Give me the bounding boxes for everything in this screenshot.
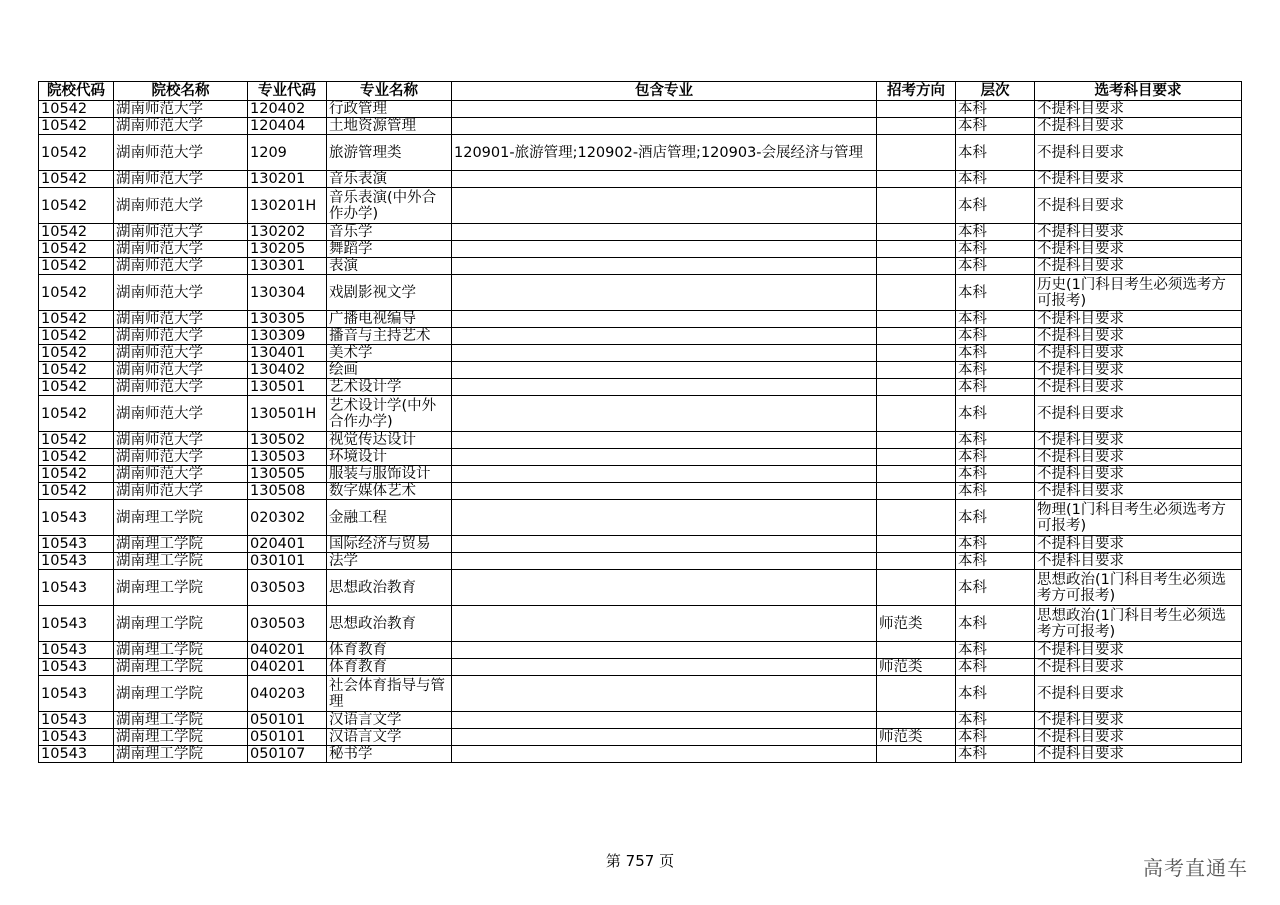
cell-direction bbox=[877, 466, 956, 483]
header-school-name: 院校名称 bbox=[114, 82, 248, 101]
cell-included-majors bbox=[452, 396, 877, 432]
cell-major-name: 音乐表演(中外合作办学) bbox=[327, 188, 452, 224]
cell-level: 本科 bbox=[956, 553, 1035, 570]
table-row bbox=[39, 362, 1242, 379]
cell-level: 本科 bbox=[956, 135, 1035, 171]
cell-subject-requirement: 不提科目要求 bbox=[1035, 642, 1242, 659]
cell-major-code: 130202 bbox=[248, 224, 327, 241]
table-row bbox=[39, 396, 1242, 432]
cell-major-code: 130201 bbox=[248, 171, 327, 188]
cell-level: 本科 bbox=[956, 570, 1035, 606]
cell-major-name: 思想政治教育 bbox=[327, 606, 452, 642]
cell-subject-requirement: 不提科目要求 bbox=[1035, 396, 1242, 432]
cell-major-name: 广播电视编导 bbox=[327, 311, 452, 328]
cell-major-name: 旅游管理类 bbox=[327, 135, 452, 171]
cell-included-majors bbox=[452, 118, 877, 135]
cell-direction: 师范类 bbox=[877, 729, 956, 746]
cell-major-code: 120404 bbox=[248, 118, 327, 135]
cell-school-name: 湖南师范大学 bbox=[114, 275, 248, 311]
cell-subject-requirement: 不提科目要求 bbox=[1035, 536, 1242, 553]
table-row bbox=[39, 712, 1242, 729]
cell-included-majors bbox=[452, 275, 877, 311]
cell-level: 本科 bbox=[956, 483, 1035, 500]
cell-subject-requirement: 不提科目要求 bbox=[1035, 466, 1242, 483]
table-row bbox=[39, 449, 1242, 466]
table-row bbox=[39, 746, 1242, 763]
cell-major-code: 130402 bbox=[248, 362, 327, 379]
cell-school-code: 10542 bbox=[39, 432, 114, 449]
cell-school-code: 10542 bbox=[39, 258, 114, 275]
table-row bbox=[39, 659, 1242, 676]
table-row bbox=[39, 275, 1242, 311]
cell-included-majors bbox=[452, 101, 877, 118]
cell-subject-requirement: 不提科目要求 bbox=[1035, 483, 1242, 500]
table-row bbox=[39, 258, 1242, 275]
cell-major-code: 050101 bbox=[248, 729, 327, 746]
cell-school-name: 湖南理工学院 bbox=[114, 570, 248, 606]
cell-school-name: 湖南师范大学 bbox=[114, 432, 248, 449]
cell-school-code: 10542 bbox=[39, 135, 114, 171]
cell-included-majors bbox=[452, 449, 877, 466]
cell-school-name: 湖南理工学院 bbox=[114, 606, 248, 642]
cell-level: 本科 bbox=[956, 241, 1035, 258]
cell-direction bbox=[877, 118, 956, 135]
header-level: 层次 bbox=[956, 82, 1035, 101]
cell-subject-requirement: 不提科目要求 bbox=[1035, 553, 1242, 570]
cell-school-code: 10543 bbox=[39, 536, 114, 553]
cell-school-code: 10542 bbox=[39, 449, 114, 466]
page-number: 第 757 页 bbox=[605, 852, 675, 870]
table-row bbox=[39, 171, 1242, 188]
cell-school-code: 10542 bbox=[39, 101, 114, 118]
cell-level: 本科 bbox=[956, 449, 1035, 466]
cell-school-name: 湖南理工学院 bbox=[114, 536, 248, 553]
cell-subject-requirement: 不提科目要求 bbox=[1035, 258, 1242, 275]
table-row bbox=[39, 642, 1242, 659]
cell-major-name: 秘书学 bbox=[327, 746, 452, 763]
cell-school-code: 10542 bbox=[39, 188, 114, 224]
cell-level: 本科 bbox=[956, 432, 1035, 449]
cell-major-name: 艺术设计学(中外合作办学) bbox=[327, 396, 452, 432]
cell-major-code: 130502 bbox=[248, 432, 327, 449]
cell-included-majors bbox=[452, 642, 877, 659]
cell-major-name: 绘画 bbox=[327, 362, 452, 379]
cell-major-code: 130205 bbox=[248, 241, 327, 258]
cell-direction bbox=[877, 135, 956, 171]
cell-major-code: 020401 bbox=[248, 536, 327, 553]
cell-school-name: 湖南理工学院 bbox=[114, 712, 248, 729]
cell-school-name: 湖南师范大学 bbox=[114, 483, 248, 500]
table-row bbox=[39, 101, 1242, 118]
cell-included-majors: 120901-旅游管理;120902-酒店管理;120903-会展经济与管理 bbox=[452, 135, 877, 171]
header-included-majors: 包含专业 bbox=[452, 82, 877, 101]
cell-major-code: 130501 bbox=[248, 379, 327, 396]
cell-direction bbox=[877, 362, 956, 379]
cell-major-code: 1209 bbox=[248, 135, 327, 171]
cell-subject-requirement: 不提科目要求 bbox=[1035, 328, 1242, 345]
cell-level: 本科 bbox=[956, 311, 1035, 328]
table-row bbox=[39, 328, 1242, 345]
cell-major-name: 舞蹈学 bbox=[327, 241, 452, 258]
table-row bbox=[39, 118, 1242, 135]
cell-school-code: 10543 bbox=[39, 729, 114, 746]
cell-school-code: 10542 bbox=[39, 379, 114, 396]
cell-school-name: 湖南师范大学 bbox=[114, 135, 248, 171]
cell-included-majors bbox=[452, 311, 877, 328]
cell-school-name: 湖南理工学院 bbox=[114, 642, 248, 659]
cell-school-code: 10542 bbox=[39, 275, 114, 311]
cell-direction bbox=[877, 432, 956, 449]
cell-subject-requirement: 不提科目要求 bbox=[1035, 101, 1242, 118]
cell-major-name: 数字媒体艺术 bbox=[327, 483, 452, 500]
cell-major-name: 表演 bbox=[327, 258, 452, 275]
header-direction: 招考方向 bbox=[877, 82, 956, 101]
cell-level: 本科 bbox=[956, 712, 1035, 729]
table-row bbox=[39, 135, 1242, 171]
cell-direction bbox=[877, 712, 956, 729]
cell-school-name: 湖南理工学院 bbox=[114, 746, 248, 763]
cell-major-code: 130501H bbox=[248, 396, 327, 432]
cell-major-name: 汉语言文学 bbox=[327, 729, 452, 746]
table-row bbox=[39, 224, 1242, 241]
cell-major-name: 戏剧影视文学 bbox=[327, 275, 452, 311]
cell-included-majors bbox=[452, 483, 877, 500]
cell-included-majors bbox=[452, 432, 877, 449]
cell-school-name: 湖南师范大学 bbox=[114, 362, 248, 379]
cell-level: 本科 bbox=[956, 676, 1035, 712]
cell-major-code: 120402 bbox=[248, 101, 327, 118]
cell-school-code: 10542 bbox=[39, 483, 114, 500]
cell-included-majors bbox=[452, 171, 877, 188]
cell-included-majors bbox=[452, 606, 877, 642]
cell-level: 本科 bbox=[956, 659, 1035, 676]
cell-subject-requirement: 不提科目要求 bbox=[1035, 224, 1242, 241]
cell-school-name: 湖南师范大学 bbox=[114, 101, 248, 118]
cell-subject-requirement: 不提科目要求 bbox=[1035, 188, 1242, 224]
cell-school-code: 10542 bbox=[39, 241, 114, 258]
cell-direction bbox=[877, 241, 956, 258]
cell-direction bbox=[877, 311, 956, 328]
cell-direction bbox=[877, 483, 956, 500]
cell-major-name: 法学 bbox=[327, 553, 452, 570]
cell-included-majors bbox=[452, 188, 877, 224]
cell-major-name: 音乐表演 bbox=[327, 171, 452, 188]
cell-major-name: 服装与服饰设计 bbox=[327, 466, 452, 483]
cell-subject-requirement: 不提科目要求 bbox=[1035, 432, 1242, 449]
cell-major-name: 播音与主持艺术 bbox=[327, 328, 452, 345]
cell-major-code: 050107 bbox=[248, 746, 327, 763]
table-row bbox=[39, 345, 1242, 362]
cell-subject-requirement: 不提科目要求 bbox=[1035, 171, 1242, 188]
cell-direction bbox=[877, 536, 956, 553]
cell-included-majors bbox=[452, 345, 877, 362]
cell-direction bbox=[877, 379, 956, 396]
cell-major-code: 030503 bbox=[248, 606, 327, 642]
cell-major-code: 130301 bbox=[248, 258, 327, 275]
table-row bbox=[39, 676, 1242, 712]
table-row bbox=[39, 500, 1242, 536]
cell-level: 本科 bbox=[956, 642, 1035, 659]
table-row bbox=[39, 483, 1242, 500]
cell-major-code: 130401 bbox=[248, 345, 327, 362]
cell-school-code: 10542 bbox=[39, 466, 114, 483]
cell-level: 本科 bbox=[956, 188, 1035, 224]
cell-major-code: 130305 bbox=[248, 311, 327, 328]
cell-subject-requirement: 不提科目要求 bbox=[1035, 746, 1242, 763]
cell-subject-requirement: 不提科目要求 bbox=[1035, 135, 1242, 171]
cell-school-code: 10542 bbox=[39, 345, 114, 362]
cell-school-name: 湖南师范大学 bbox=[114, 396, 248, 432]
table-row bbox=[39, 606, 1242, 642]
cell-school-code: 10543 bbox=[39, 553, 114, 570]
cell-subject-requirement: 不提科目要求 bbox=[1035, 676, 1242, 712]
cell-school-code: 10543 bbox=[39, 659, 114, 676]
cell-school-code: 10542 bbox=[39, 311, 114, 328]
cell-subject-requirement: 不提科目要求 bbox=[1035, 118, 1242, 135]
cell-major-code: 030101 bbox=[248, 553, 327, 570]
cell-level: 本科 bbox=[956, 500, 1035, 536]
header-major-code: 专业代码 bbox=[248, 82, 327, 101]
cell-major-code: 130304 bbox=[248, 275, 327, 311]
cell-level: 本科 bbox=[956, 466, 1035, 483]
cell-direction bbox=[877, 642, 956, 659]
cell-school-code: 10543 bbox=[39, 500, 114, 536]
cell-subject-requirement: 不提科目要求 bbox=[1035, 311, 1242, 328]
cell-major-code: 130508 bbox=[248, 483, 327, 500]
cell-school-code: 10543 bbox=[39, 642, 114, 659]
cell-level: 本科 bbox=[956, 606, 1035, 642]
cell-school-name: 湖南师范大学 bbox=[114, 379, 248, 396]
cell-included-majors bbox=[452, 570, 877, 606]
cell-direction bbox=[877, 171, 956, 188]
table-row bbox=[39, 311, 1242, 328]
cell-direction bbox=[877, 328, 956, 345]
cell-school-name: 湖南师范大学 bbox=[114, 224, 248, 241]
cell-major-code: 130503 bbox=[248, 449, 327, 466]
cell-direction bbox=[877, 345, 956, 362]
cell-direction: 师范类 bbox=[877, 606, 956, 642]
cell-subject-requirement: 物理(1门科目考生必须选考方可报考) bbox=[1035, 500, 1242, 536]
table-row bbox=[39, 241, 1242, 258]
table-row bbox=[39, 432, 1242, 449]
cell-direction bbox=[877, 570, 956, 606]
cell-direction bbox=[877, 746, 956, 763]
cell-direction bbox=[877, 275, 956, 311]
cell-school-name: 湖南师范大学 bbox=[114, 311, 248, 328]
cell-major-code: 040203 bbox=[248, 676, 327, 712]
header-row bbox=[39, 82, 1242, 101]
cell-level: 本科 bbox=[956, 258, 1035, 275]
cell-major-name: 行政管理 bbox=[327, 101, 452, 118]
cell-level: 本科 bbox=[956, 396, 1035, 432]
header-major-name: 专业名称 bbox=[327, 82, 452, 101]
table-row bbox=[39, 553, 1242, 570]
cell-level: 本科 bbox=[956, 729, 1035, 746]
cell-school-code: 10543 bbox=[39, 712, 114, 729]
cell-direction bbox=[877, 396, 956, 432]
cell-school-code: 10542 bbox=[39, 171, 114, 188]
cell-included-majors bbox=[452, 258, 877, 275]
cell-level: 本科 bbox=[956, 118, 1035, 135]
cell-major-code: 020302 bbox=[248, 500, 327, 536]
table-body bbox=[39, 101, 1242, 763]
cell-level: 本科 bbox=[956, 362, 1035, 379]
cell-level: 本科 bbox=[956, 536, 1035, 553]
cell-level: 本科 bbox=[956, 345, 1035, 362]
cell-direction bbox=[877, 449, 956, 466]
cell-subject-requirement: 不提科目要求 bbox=[1035, 345, 1242, 362]
table-row bbox=[39, 379, 1242, 396]
cell-school-code: 10542 bbox=[39, 396, 114, 432]
cell-school-name: 湖南师范大学 bbox=[114, 345, 248, 362]
cell-direction bbox=[877, 500, 956, 536]
cell-major-name: 社会体育指导与管理 bbox=[327, 676, 452, 712]
cell-subject-requirement: 不提科目要求 bbox=[1035, 449, 1242, 466]
cell-subject-requirement: 不提科目要求 bbox=[1035, 712, 1242, 729]
cell-included-majors bbox=[452, 659, 877, 676]
cell-direction bbox=[877, 258, 956, 275]
cell-subject-requirement: 不提科目要求 bbox=[1035, 362, 1242, 379]
cell-direction bbox=[877, 553, 956, 570]
cell-subject-requirement: 不提科目要求 bbox=[1035, 659, 1242, 676]
cell-school-name: 湖南师范大学 bbox=[114, 241, 248, 258]
cell-subject-requirement: 思想政治(1门科目考生必须选考方可报考) bbox=[1035, 570, 1242, 606]
cell-school-name: 湖南师范大学 bbox=[114, 188, 248, 224]
cell-school-code: 10542 bbox=[39, 224, 114, 241]
cell-major-name: 艺术设计学 bbox=[327, 379, 452, 396]
table-row bbox=[39, 729, 1242, 746]
cell-level: 本科 bbox=[956, 171, 1035, 188]
cell-level: 本科 bbox=[956, 379, 1035, 396]
cell-level: 本科 bbox=[956, 328, 1035, 345]
cell-subject-requirement: 不提科目要求 bbox=[1035, 729, 1242, 746]
cell-major-name: 美术学 bbox=[327, 345, 452, 362]
cell-major-code: 130309 bbox=[248, 328, 327, 345]
cell-major-name: 环境设计 bbox=[327, 449, 452, 466]
cell-major-name: 体育教育 bbox=[327, 642, 452, 659]
cell-school-name: 湖南师范大学 bbox=[114, 258, 248, 275]
cell-subject-requirement: 思想政治(1门科目考生必须选考方可报考) bbox=[1035, 606, 1242, 642]
cell-included-majors bbox=[452, 362, 877, 379]
cell-included-majors bbox=[452, 379, 877, 396]
cell-school-name: 湖南师范大学 bbox=[114, 328, 248, 345]
cell-school-name: 湖南师范大学 bbox=[114, 466, 248, 483]
cell-included-majors bbox=[452, 224, 877, 241]
cell-direction bbox=[877, 676, 956, 712]
cell-major-code: 130201H bbox=[248, 188, 327, 224]
cell-school-name: 湖南理工学院 bbox=[114, 676, 248, 712]
cell-major-code: 040201 bbox=[248, 642, 327, 659]
table-row bbox=[39, 188, 1242, 224]
cell-major-name: 音乐学 bbox=[327, 224, 452, 241]
cell-school-name: 湖南理工学院 bbox=[114, 500, 248, 536]
cell-major-name: 金融工程 bbox=[327, 500, 452, 536]
cell-included-majors bbox=[452, 676, 877, 712]
cell-school-name: 湖南理工学院 bbox=[114, 553, 248, 570]
cell-school-name: 湖南理工学院 bbox=[114, 729, 248, 746]
table-row bbox=[39, 570, 1242, 606]
cell-subject-requirement: 历史(1门科目考生必须选考方可报考) bbox=[1035, 275, 1242, 311]
cell-level: 本科 bbox=[956, 101, 1035, 118]
cell-included-majors bbox=[452, 712, 877, 729]
cell-level: 本科 bbox=[956, 746, 1035, 763]
cell-major-code: 050101 bbox=[248, 712, 327, 729]
table-row bbox=[39, 466, 1242, 483]
cell-school-code: 10542 bbox=[39, 362, 114, 379]
cell-included-majors bbox=[452, 536, 877, 553]
cell-included-majors bbox=[452, 466, 877, 483]
cell-direction bbox=[877, 101, 956, 118]
cell-subject-requirement: 不提科目要求 bbox=[1035, 379, 1242, 396]
cell-level: 本科 bbox=[956, 224, 1035, 241]
cell-major-code: 030503 bbox=[248, 570, 327, 606]
cell-direction bbox=[877, 224, 956, 241]
cell-direction: 师范类 bbox=[877, 659, 956, 676]
cell-major-name: 土地资源管理 bbox=[327, 118, 452, 135]
cell-major-name: 汉语言文学 bbox=[327, 712, 452, 729]
cell-school-name: 湖南理工学院 bbox=[114, 659, 248, 676]
cell-school-code: 10543 bbox=[39, 570, 114, 606]
watermark: 高考直通车 bbox=[1143, 856, 1248, 880]
cell-school-code: 10543 bbox=[39, 676, 114, 712]
cell-included-majors bbox=[452, 746, 877, 763]
cell-included-majors bbox=[452, 328, 877, 345]
header-school-code: 院校代码 bbox=[39, 82, 114, 101]
cell-major-code: 130505 bbox=[248, 466, 327, 483]
admission-table bbox=[38, 81, 1242, 763]
cell-school-code: 10543 bbox=[39, 606, 114, 642]
cell-major-code: 040201 bbox=[248, 659, 327, 676]
cell-school-code: 10543 bbox=[39, 746, 114, 763]
cell-included-majors bbox=[452, 729, 877, 746]
cell-major-name: 国际经济与贸易 bbox=[327, 536, 452, 553]
cell-included-majors bbox=[452, 500, 877, 536]
header-subject-requirement: 选考科目要求 bbox=[1035, 82, 1242, 101]
cell-school-code: 10542 bbox=[39, 328, 114, 345]
cell-level: 本科 bbox=[956, 275, 1035, 311]
cell-direction bbox=[877, 188, 956, 224]
cell-major-name: 思想政治教育 bbox=[327, 570, 452, 606]
cell-major-name: 体育教育 bbox=[327, 659, 452, 676]
cell-school-name: 湖南师范大学 bbox=[114, 118, 248, 135]
cell-school-name: 湖南师范大学 bbox=[114, 171, 248, 188]
cell-school-code: 10542 bbox=[39, 118, 114, 135]
cell-subject-requirement: 不提科目要求 bbox=[1035, 241, 1242, 258]
cell-included-majors bbox=[452, 553, 877, 570]
cell-major-name: 视觉传达设计 bbox=[327, 432, 452, 449]
table-row bbox=[39, 536, 1242, 553]
cell-included-majors bbox=[452, 241, 877, 258]
cell-school-name: 湖南师范大学 bbox=[114, 449, 248, 466]
